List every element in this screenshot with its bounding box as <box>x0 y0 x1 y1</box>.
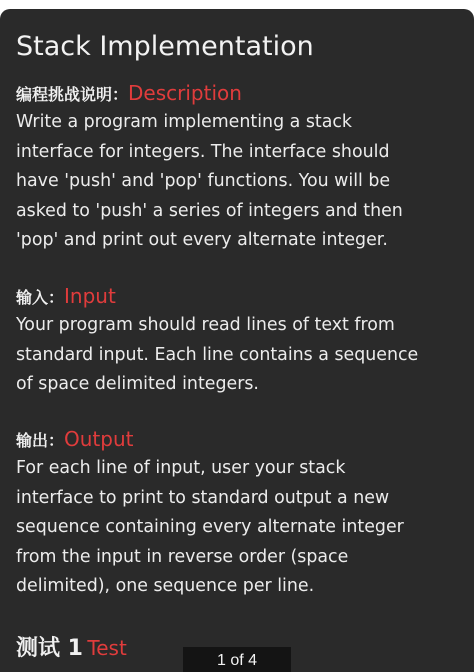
description-label-en: Description <box>128 81 242 105</box>
description-line: 'pop' and print out every alternate integer. <box>16 230 388 250</box>
description-line: have 'push' and 'pop' functions. You will be <box>16 171 391 191</box>
output-line: interface to print to standard output a new <box>16 487 390 508</box>
input-section <box>16 281 472 400</box>
description-text <box>16 108 472 256</box>
description-line: Write a program implementing a stack <box>16 112 352 132</box>
output-label-cn: 输出： <box>16 431 65 450</box>
output-line: For each line of input, user your stack <box>16 458 346 478</box>
input-label-cn: 输入： <box>16 288 65 307</box>
input-label-en: Input <box>64 284 116 308</box>
output-line: from the input in reverse order (space <box>16 546 349 567</box>
output-line: sequence containing every alternate integer <box>16 517 404 537</box>
test-label-en: Test <box>87 636 127 660</box>
output-text <box>16 454 472 602</box>
output-section <box>16 424 472 602</box>
page-indicator[interactable]: 1 of 4 <box>183 647 291 672</box>
input-heading <box>16 281 472 311</box>
test-label-cn: 测试 1 <box>16 636 83 661</box>
output-line: delimited), one sequence per line. <box>16 576 315 596</box>
input-text <box>16 311 472 400</box>
description-label-cn: 编程挑战说明： <box>16 85 129 104</box>
description-line: asked to 'push' a series of integers and then <box>16 200 403 221</box>
description-line: interface for integers. The interface should <box>16 141 390 162</box>
test-heading <box>16 630 127 666</box>
input-line: of space delimited integers. <box>16 374 259 394</box>
input-line: standard input. Each line contains a sequence <box>16 344 419 365</box>
page-title: Stack Implementation <box>16 31 314 62</box>
output-label-en: Output <box>64 427 134 451</box>
challenge-card <box>0 9 474 672</box>
description-section <box>16 78 472 256</box>
output-heading <box>16 424 472 454</box>
input-line: Your program should read lines of text from <box>16 315 395 335</box>
description-heading <box>16 78 472 108</box>
